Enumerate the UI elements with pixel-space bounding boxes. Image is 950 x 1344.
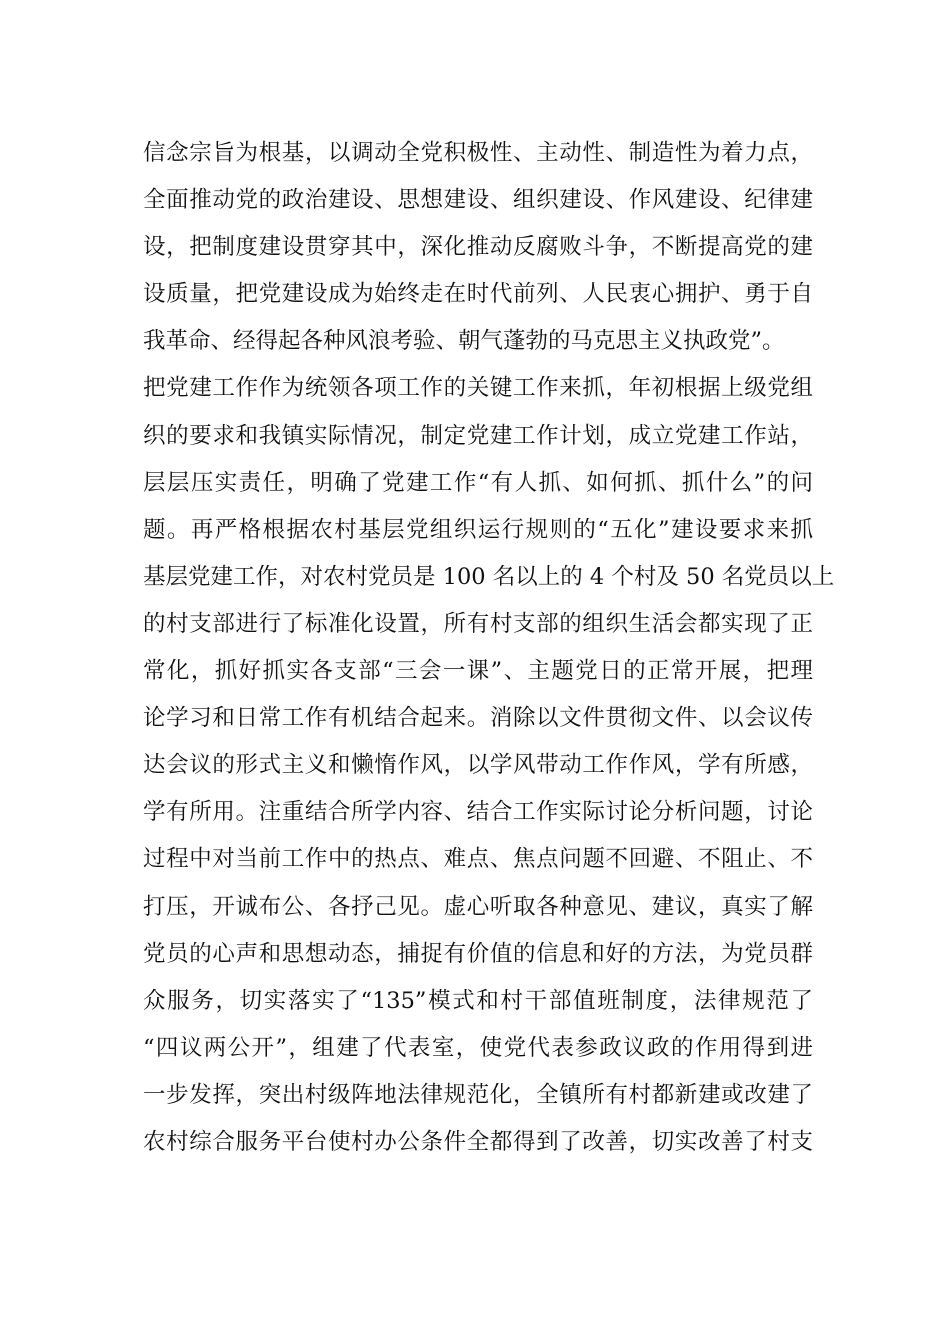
text-line-17: 打压，开诚布公、各抒己见。虚心听取各种意见、建议，真实了解 <box>143 893 813 920</box>
text-line-10: 基层党建工作，对农村党员是 100 名以上的 4 个村及 50 名党员以上 <box>143 563 835 590</box>
text-line-18: 党员的心声和思想动态，捕捉有价值的信息和好的方法，为党员群 <box>143 940 813 967</box>
text-line-6: 把党建工作作为统领各项工作的关键工作来抓，年初根据上级党组 <box>143 375 813 402</box>
text-line-2: 全面推动党的政治建设、思想建设、组织建设、作风建设、纪律建 <box>143 187 813 214</box>
text-line-21: 一步发挥，突出村级阵地法律规范化，全镇所有村都新建或改建了 <box>143 1081 813 1108</box>
text-line-22: 农村综合服务平台使村办公条件全都得到了改善，切实改善了村支 <box>143 1128 813 1155</box>
text-line-12: 常化，抓好抓实各支部“三会一课”、主题党日的正常开展，把理 <box>143 658 813 685</box>
text-line-9: 题。再严格根据农村基层党组织运行规则的“五化”建设要求来抓 <box>143 516 813 543</box>
text-line-13: 论学习和日常工作有机结合起来。消除以文件贯彻文件、以会议传 <box>143 705 813 732</box>
text-line-11: 的村支部进行了标准化设置，所有村支部的组织生活会都实现了正 <box>143 610 813 637</box>
text-line-8: 层层压实责任，明确了党建工作“有人抓、如何抓、抓什么”的问 <box>143 469 813 496</box>
text-line-1: 信念宗旨为根基，以调动全党积极性、主动性、制造性为着力点， <box>143 140 813 166</box>
text-line-4: 设质量，把党建设成为始终走在时代前列、人民衷心拥护、勇于自 <box>143 281 813 308</box>
text-line-3: 设，把制度建设贯穿其中，深化推动反腐败斗争，不断提高党的建 <box>143 234 813 261</box>
text-line-20: “四议两公开”，组建了代表室，使党代表参政议政的作用得到进 <box>143 1034 813 1061</box>
text-line-15: 学有所用。注重结合所学内容、结合工作实际讨论分析问题，讨论 <box>143 799 813 826</box>
text-line-5: 我革命、经得起各种风浪考验、朝气蓬勃的马克思主义执政党”。 <box>143 328 785 355</box>
text-line-7: 织的要求和我镇实际情况，制定党建工作计划，成立党建工作站， <box>143 422 813 449</box>
text-line-19: 众服务，切实落实了“135”模式和村干部值班制度，法律规范了 <box>143 987 813 1014</box>
text-line-14: 达会议的形式主义和懒惰作风，以学风带动工作作风，学有所感， <box>143 752 813 779</box>
text-line-16: 过程中对当前工作中的热点、难点、焦点问题不回避、不阻止、不 <box>143 846 813 873</box>
body-text <box>143 130 835 1166</box>
